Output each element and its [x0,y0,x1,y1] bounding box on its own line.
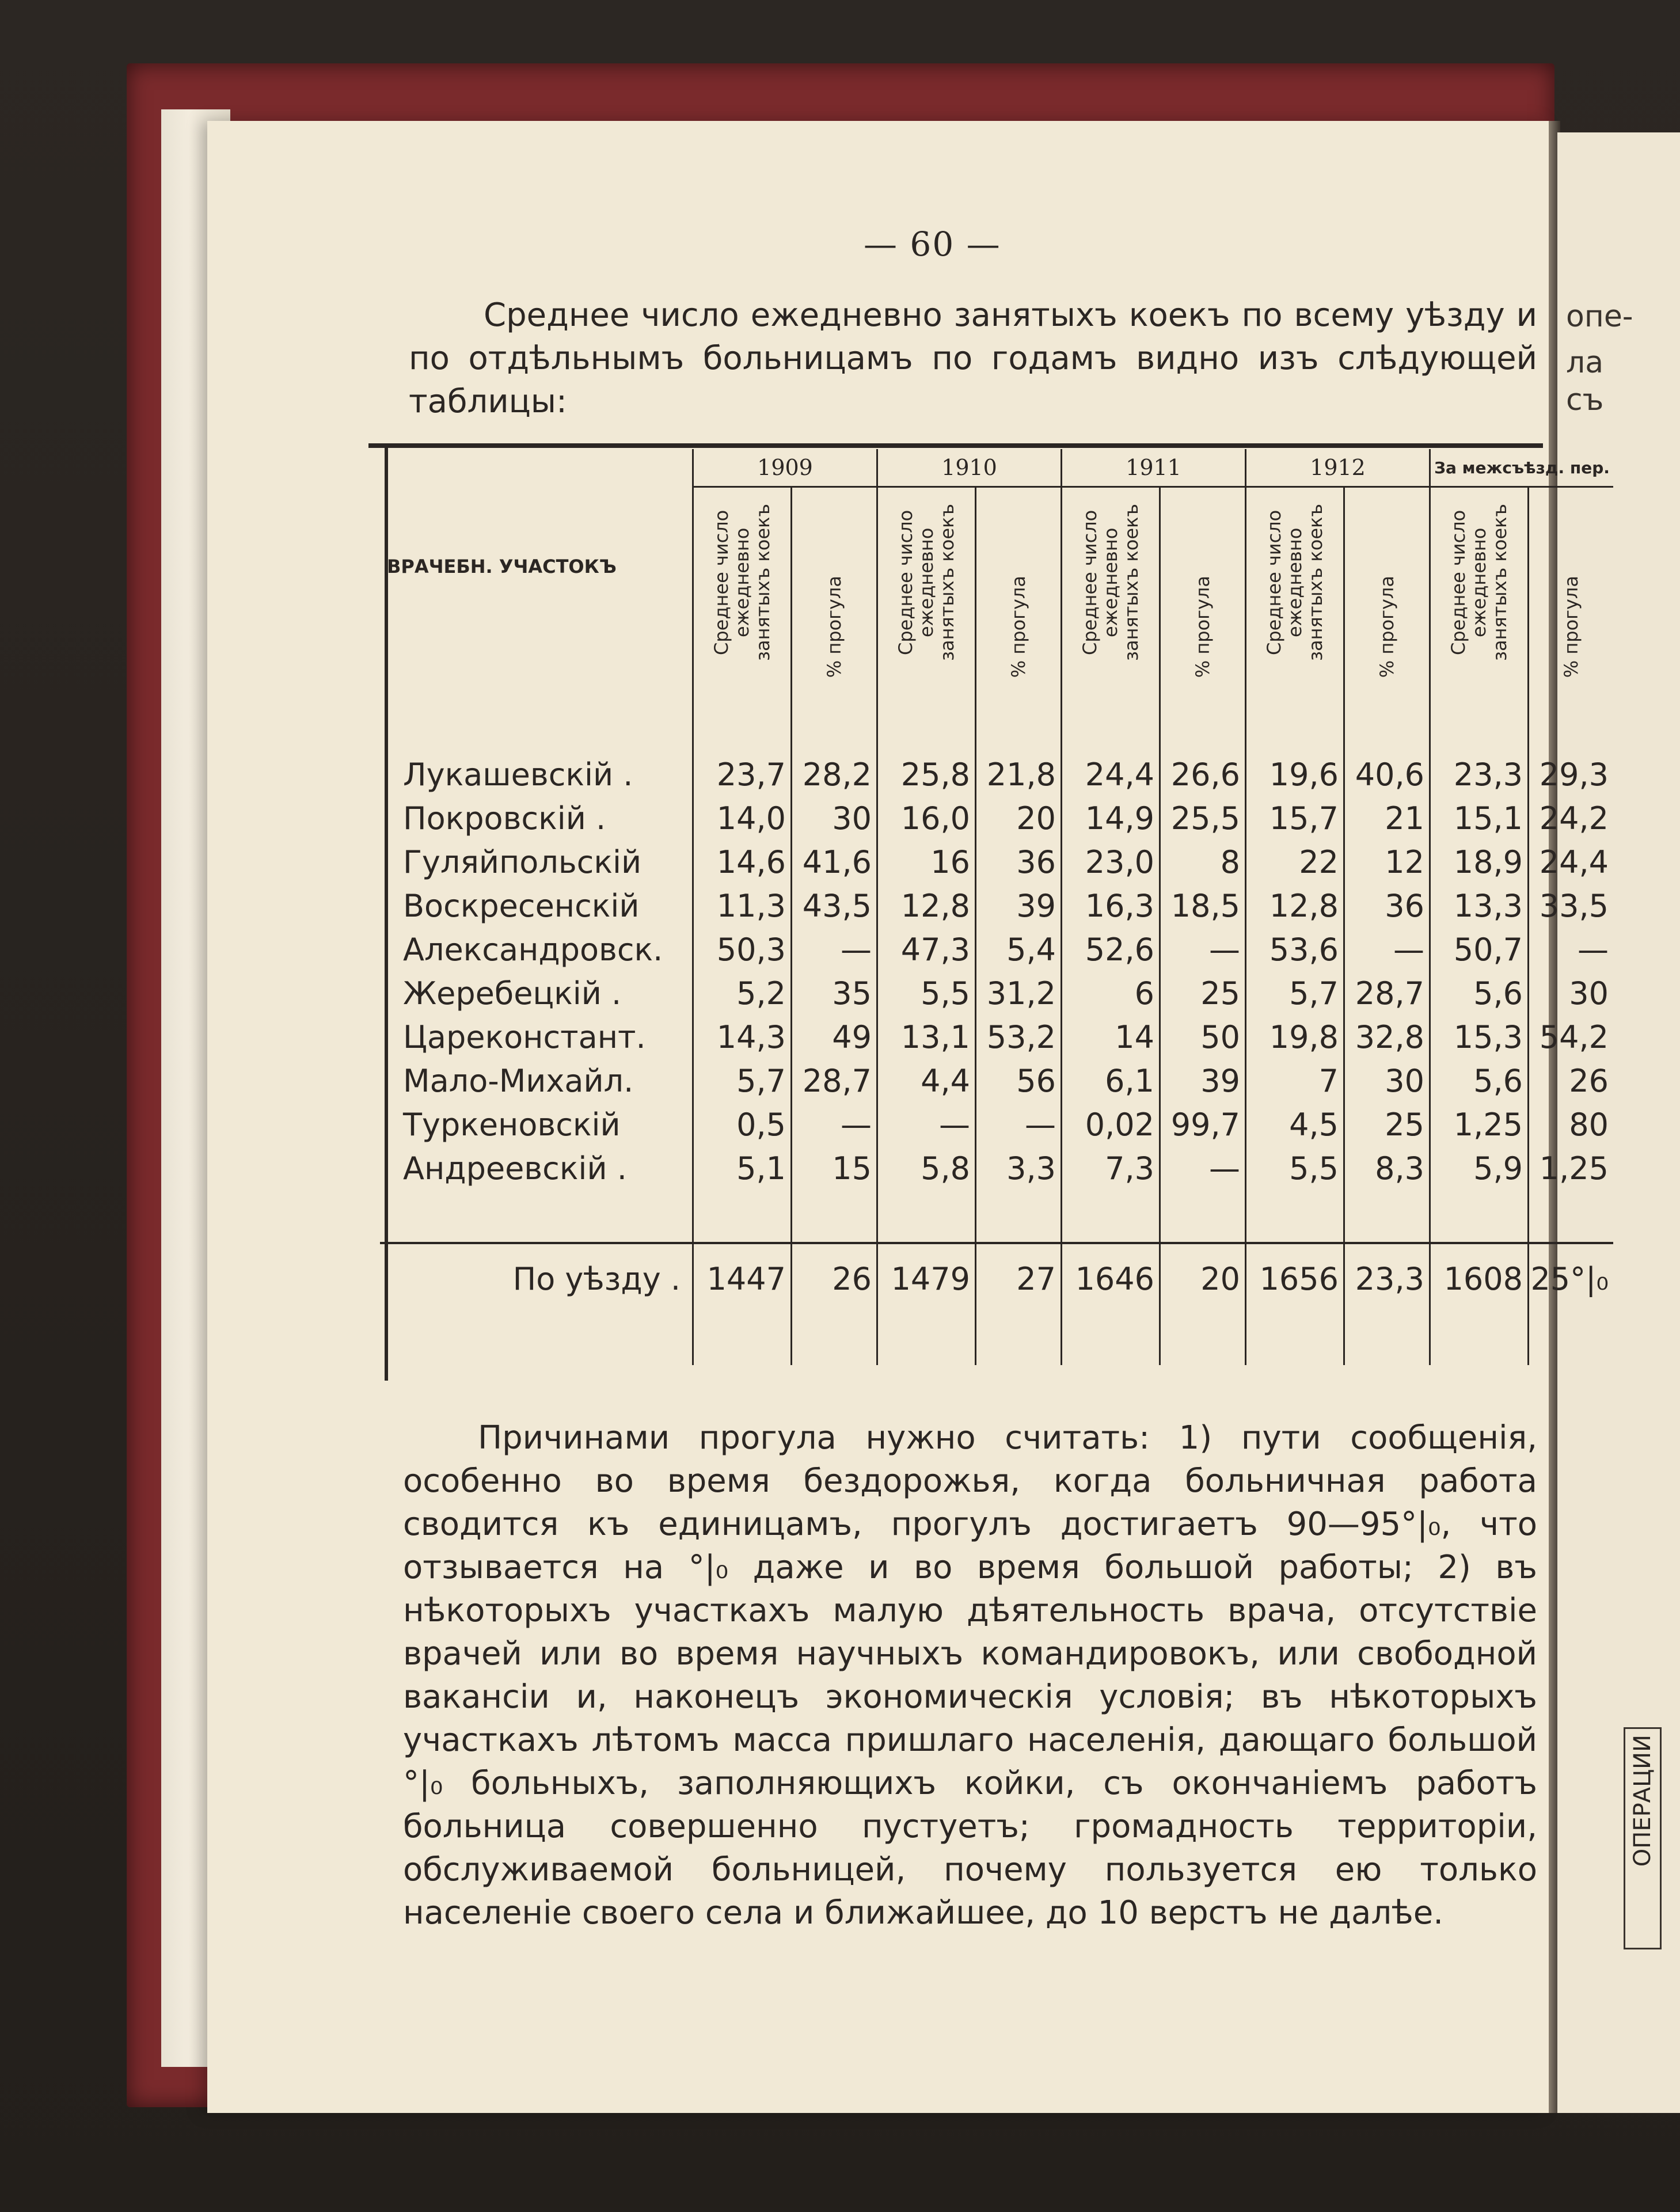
avg-beds-cell: 18,9 [1430,840,1529,884]
avg-beds-cell: 5,8 [877,1146,976,1190]
pct-idle-cell: — [1344,928,1430,971]
table-row [380,1103,1613,1146]
avg-beds-cell: 0,02 [1062,1103,1160,1146]
avg-beds-cell: 14,0 [693,796,792,840]
avg-beds-cell: 24,4 [1062,752,1160,796]
avg-beds-cell: 5,6 [1430,1059,1529,1103]
avg-beds-cell: 14 [1062,1015,1160,1059]
avg-beds-cell: 5,9 [1430,1146,1529,1190]
pct-idle-cell: 31,2 [976,971,1062,1015]
page-number: — 60 — [864,225,1001,264]
row-header: ВРАЧЕБН. УЧАСТОКЪ [387,555,617,577]
pct-idle-cell: — [976,1103,1062,1146]
facing-page-label [1624,1727,1662,1949]
district-name: Андреевскій . [403,1150,627,1187]
avg-beds-cell: 15,3 [1430,1015,1529,1059]
table-row [380,884,1613,928]
total-cell: 1646 [1062,1243,1160,1313]
district-name: Цареконстант. [403,1018,646,1055]
pct-idle-cell: 39 [1160,1059,1246,1103]
avg-beds-cell: 5,7 [1246,971,1344,1015]
pct-idle-header [1160,487,1246,684]
pct-idle-cell: 18,5 [1160,884,1246,928]
pct-idle-header [792,487,877,684]
pct-idle-cell: 36 [976,840,1062,884]
year-header: За межсъѣзд. пер. [1430,449,1614,487]
pct-idle-cell: 50 [1160,1015,1246,1059]
avg-beds-cell: 47,3 [877,928,976,971]
avg-beds-cell: 6 [1062,971,1160,1015]
total-cell: 1656 [1246,1243,1344,1313]
avg-beds-cell: 4,4 [877,1059,976,1103]
pct-idle-cell: — [1160,1146,1246,1190]
avg-beds-cell: 14,3 [693,1015,792,1059]
pct-idle-cell: 28,7 [1344,971,1430,1015]
avg-beds-cell: 12,8 [1246,884,1344,928]
avg-beds-label: Среднее число ежедневно занятыхъ коекъ [710,504,774,662]
pct-idle-cell: 41,6 [792,840,877,884]
bed-occupancy-table [380,449,1613,1365]
pct-idle-cell: — [1529,928,1614,971]
avg-beds-cell: 16,0 [877,796,976,840]
table-row [380,1015,1613,1059]
avg-beds-cell: 1,25 [1430,1103,1529,1146]
avg-beds-label: Среднее число ежедневно занятыхъ коекъ [1079,504,1142,662]
pct-idle-cell: 80 [1529,1103,1614,1146]
pct-idle-cell: 30 [1529,971,1614,1015]
pct-idle-cell: 8 [1160,840,1246,884]
table-row [380,1059,1613,1103]
pct-idle-cell: 35 [792,971,877,1015]
total-cell: 27 [976,1243,1062,1313]
total-cell: 1608 [1430,1243,1529,1313]
pct-idle-cell: 43,5 [792,884,877,928]
table-row [380,840,1613,884]
avg-beds-cell: 6,1 [1062,1059,1160,1103]
avg-beds-cell: 15,7 [1246,796,1344,840]
pct-idle-cell: 5,4 [976,928,1062,971]
pct-idle-cell: 29,3 [1529,752,1614,796]
avg-beds-cell: 5,1 [693,1146,792,1190]
avg-beds-label: Среднее число ежедневно занятыхъ коекъ [895,504,958,662]
avg-beds-cell: 5,6 [1430,971,1529,1015]
pct-idle-cell: 12 [1344,840,1430,884]
district-name: Жеребецкій . [403,975,622,1012]
pct-idle-label: % прогула [1008,575,1029,678]
avg-beds-cell: 16 [877,840,976,884]
avg-beds-cell: 5,2 [693,971,792,1015]
table-row [380,752,1613,796]
total-cell: 1447 [693,1243,792,1313]
pct-idle-cell: 39 [976,884,1062,928]
avg-beds-cell: 4,5 [1246,1103,1344,1146]
pct-idle-cell: 26 [1529,1059,1614,1103]
table-row [380,1146,1613,1190]
pct-idle-cell: 30 [792,796,877,840]
facing-page-text: съ [1566,383,1604,417]
total-label: По уѣзду . [380,1243,693,1313]
pct-idle-cell: 1,25 [1529,1146,1614,1190]
avg-beds-cell: 14,9 [1062,796,1160,840]
avg-beds-label: Среднее число ежедневно занятыхъ коекъ [1447,504,1511,662]
causes-paragraph: Причинами прогула нужно считать: 1) пути сообщенія, особенно во время бездорожья, когда больничная работа сводится къ единицамъ, прогулъ достигаетъ 90—95°|₀, что отзывается на °|₀ даже и во время большой работы; 2) въ нѣкоторыхъ участкахъ малую дѣятельность врача, отсутствіе врачей или во время научныхъ командировокъ, или свободной вакансіи и, наконецъ экономическія условія; въ нѣкоторыхъ участкахъ лѣтомъ масса пришлаго населенія, дающаго большой °|₀ больныхъ, заполняющихъ койки, съ окончаніемъ работъ больница совершенно пустуетъ; громадность территоріи, обслуживаемой больницей, почему пользуется ею только населеніе своего села и ближайшее, до 10 верстъ не далѣе. [403,1419,1537,1932]
pct-idle-cell: 3,3 [976,1146,1062,1190]
total-cell: 1479 [877,1243,976,1313]
pct-idle-label: % прогула [1192,575,1214,678]
avg-beds-cell: 50,3 [693,928,792,971]
avg-beds-cell: 11,3 [693,884,792,928]
pct-idle-header [1344,487,1430,684]
pct-idle-cell: 56 [976,1059,1062,1103]
pct-idle-cell: 49 [792,1015,877,1059]
pct-idle-label: % прогула [1376,575,1398,678]
pct-idle-cell: 54,2 [1529,1015,1614,1059]
district-name: Туркеновскій [403,1106,621,1143]
total-row [380,1243,1613,1313]
intro-paragraph: Среднее число ежедневно занятыхъ коекъ по всему уѣзду и по отдѣльнымъ больницамъ по годамъ видно изъ слѣдующей таблицы: [409,297,1537,420]
pct-idle-cell: — [792,928,877,971]
avg-beds-cell: 53,6 [1246,928,1344,971]
total-cell: 23,3 [1344,1243,1430,1313]
avg-beds-header [1062,487,1160,684]
avg-beds-cell: 15,1 [1430,796,1529,840]
pct-idle-header [976,487,1062,684]
avg-beds-cell: 13,3 [1430,884,1529,928]
avg-beds-cell: 14,6 [693,840,792,884]
pct-idle-header [1529,487,1614,684]
avg-beds-cell: 5,5 [1246,1146,1344,1190]
year-header: 1909 [693,449,877,487]
district-name: Покровскій . [403,800,606,837]
avg-beds-cell: 12,8 [877,884,976,928]
avg-beds-header [877,487,976,684]
year-header: 1912 [1246,449,1430,487]
avg-beds-cell: 23,7 [693,752,792,796]
avg-beds-header [1430,487,1529,684]
table-row [380,796,1613,840]
year-header: 1911 [1062,449,1246,487]
avg-beds-cell: 13,1 [877,1015,976,1059]
avg-beds-cell: 22 [1246,840,1344,884]
pct-idle-cell: 99,7 [1160,1103,1246,1146]
district-name: Мало-Михайл. [403,1062,634,1099]
avg-beds-cell: 5,7 [693,1059,792,1103]
pct-idle-cell: 28,7 [792,1059,877,1103]
pct-idle-cell: — [1160,928,1246,971]
facing-page-label-text: ОПЕРАЦИИ [1629,1735,1656,1867]
district-name: Лукашевскій . [403,756,633,793]
district-name: Александровск. [403,931,663,968]
pct-idle-cell: 21 [1344,796,1430,840]
pct-idle-cell: 28,2 [792,752,877,796]
avg-beds-cell: 7,3 [1062,1146,1160,1190]
pct-idle-cell: 25 [1160,971,1246,1015]
pct-idle-cell: 32,8 [1344,1015,1430,1059]
avg-beds-cell: 7 [1246,1059,1344,1103]
total-cell: 20 [1160,1243,1246,1313]
avg-beds-cell: 52,6 [1062,928,1160,971]
total-cell: 25°|₀ [1529,1243,1614,1313]
total-cell: 26 [792,1243,877,1313]
pct-idle-cell: — [792,1103,877,1146]
pct-idle-cell: 26,6 [1160,752,1246,796]
avg-beds-cell: — [877,1103,976,1146]
pct-idle-cell: 40,6 [1344,752,1430,796]
pct-idle-cell: 30 [1344,1059,1430,1103]
table-row [380,971,1613,1015]
pct-idle-cell: 21,8 [976,752,1062,796]
pct-idle-cell: 15 [792,1146,877,1190]
district-name: Воскресенскій [403,887,640,924]
avg-beds-cell: 19,6 [1246,752,1344,796]
avg-beds-cell: 0,5 [693,1103,792,1146]
facing-page-text: ла [1566,345,1604,380]
avg-beds-cell: 25,8 [877,752,976,796]
pct-idle-label: % прогула [1560,575,1582,678]
pct-idle-label: % прогула [823,575,845,678]
pct-idle-cell: 53,2 [976,1015,1062,1059]
facing-page-text: опе- [1566,299,1633,334]
pct-idle-cell: 24,4 [1529,840,1614,884]
table-row [380,928,1613,971]
avg-beds-header [1246,487,1344,684]
table-top-rule [368,443,1543,448]
pct-idle-cell: 33,5 [1529,884,1614,928]
pct-idle-cell: 25 [1344,1103,1430,1146]
pct-idle-cell: 20 [976,796,1062,840]
district-name: Гуляйпольскій [403,843,642,880]
avg-beds-cell: 23,0 [1062,840,1160,884]
avg-beds-header [693,487,792,684]
year-header: 1910 [877,449,1062,487]
pct-idle-cell: 25,5 [1160,796,1246,840]
avg-beds-cell: 5,5 [877,971,976,1015]
avg-beds-cell: 50,7 [1430,928,1529,971]
avg-beds-label: Среднее число ежедневно занятыхъ коекъ [1263,504,1326,662]
avg-beds-cell: 23,3 [1430,752,1529,796]
pct-idle-cell: 8,3 [1344,1146,1430,1190]
pct-idle-cell: 24,2 [1529,796,1614,840]
avg-beds-cell: 16,3 [1062,884,1160,928]
avg-beds-cell: 19,8 [1246,1015,1344,1059]
pct-idle-cell: 36 [1344,884,1430,928]
